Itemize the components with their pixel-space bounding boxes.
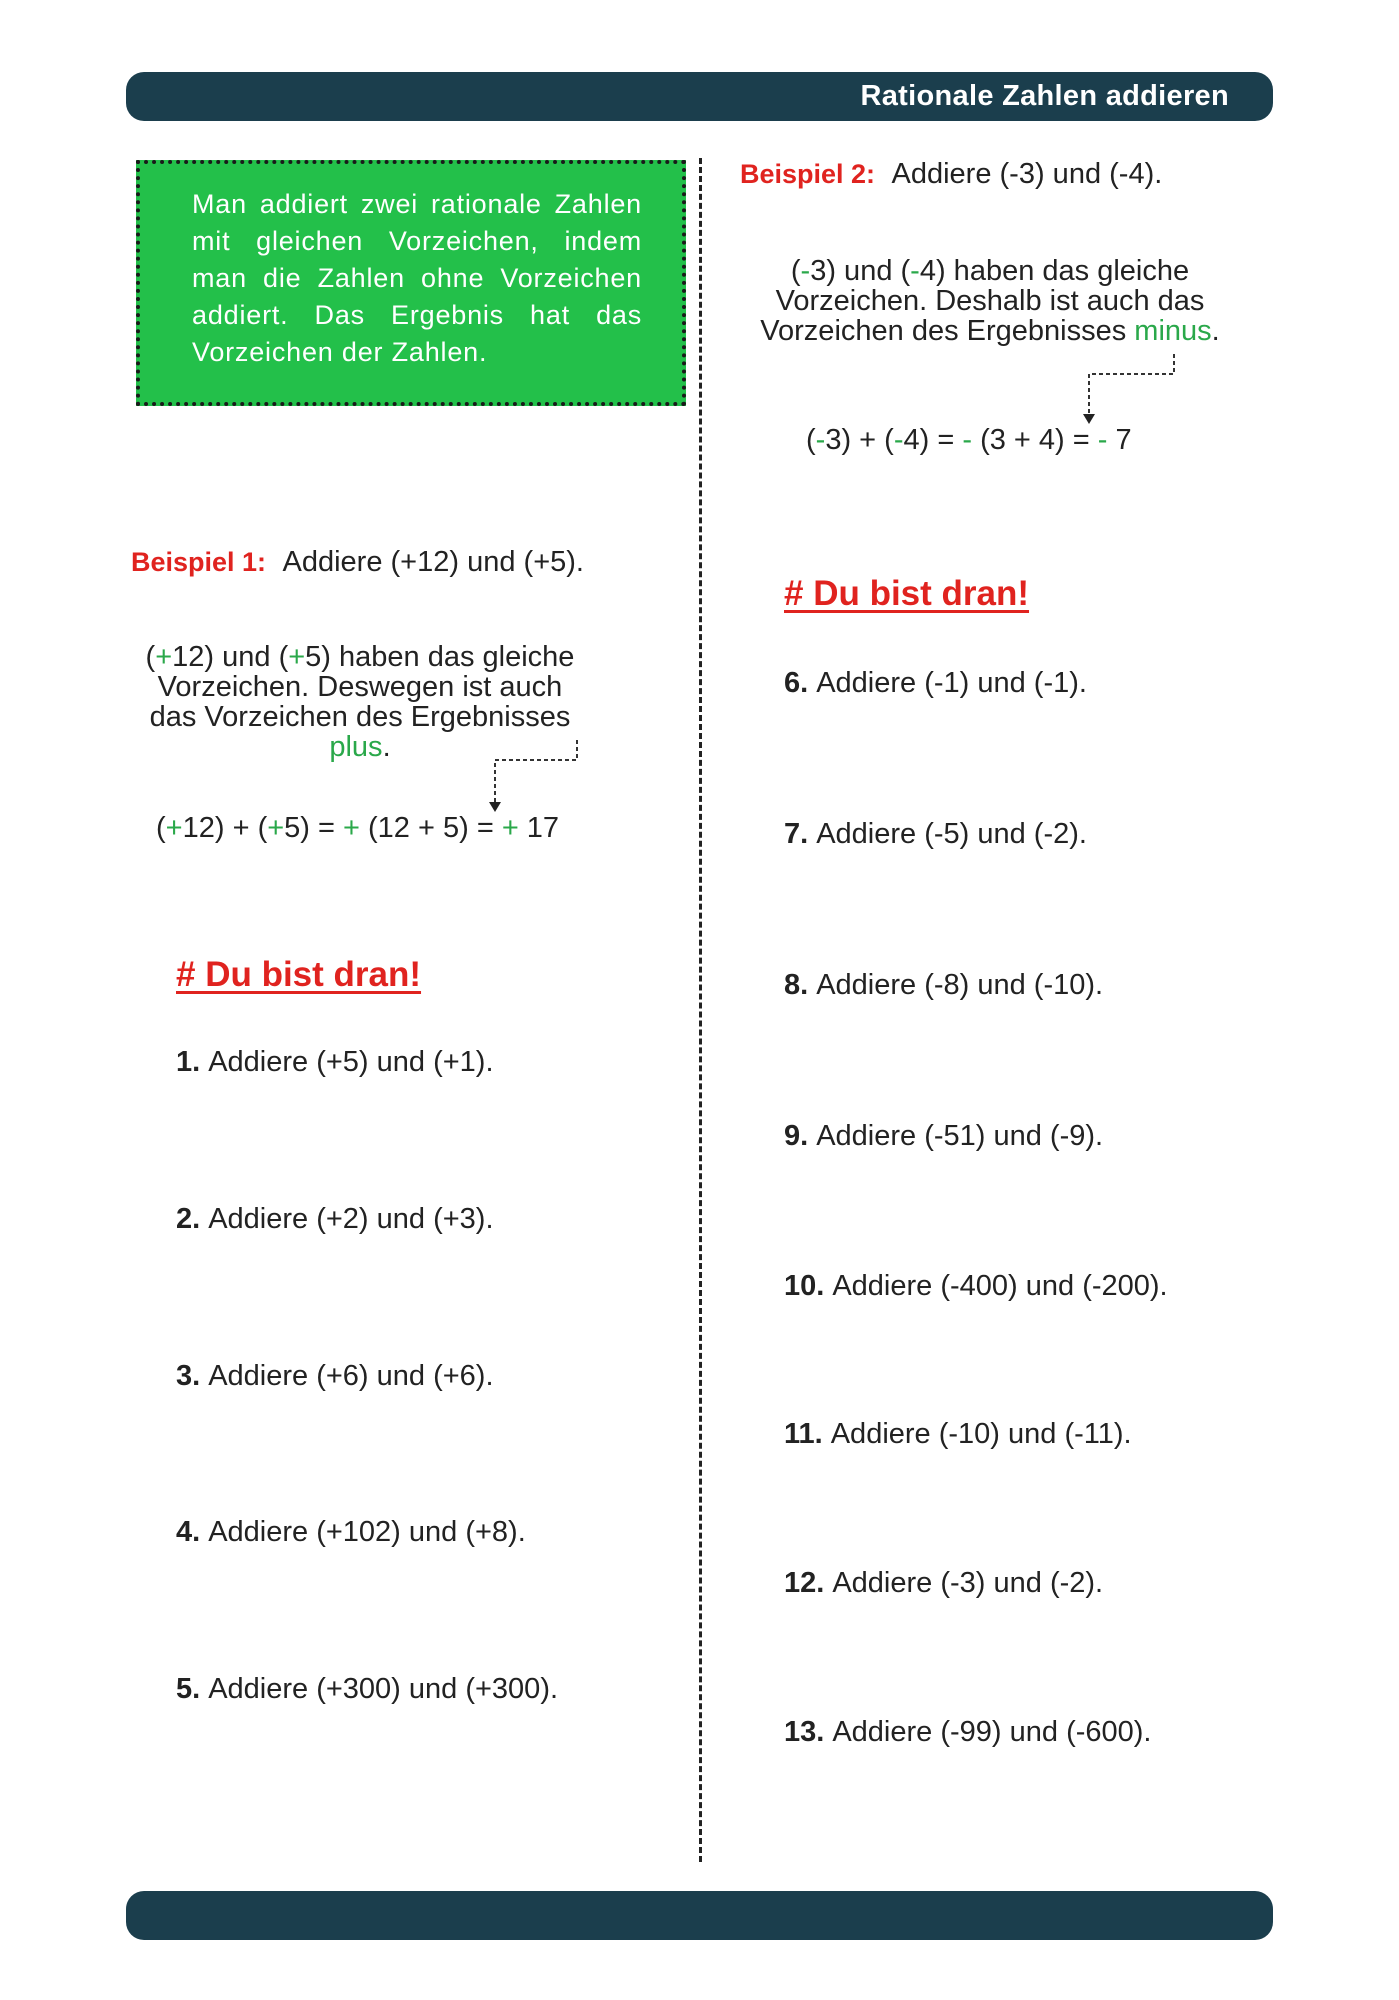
task-6: 6. Addiere (-1) und (-1). <box>784 667 1087 699</box>
example2-explanation-line3: Vorzeichen des Ergebnisses minus. <box>760 315 1220 347</box>
example1-heading <box>131 546 584 579</box>
rule-box <box>136 160 686 406</box>
task-1: 1. Addiere (+5) und (+1). <box>176 1046 494 1078</box>
task-2: 2. Addiere (+2) und (+3). <box>176 1203 494 1235</box>
example2-explanation-line2: Vorzeichen. Deshalb ist auch das <box>775 285 1205 317</box>
example1-arrow <box>488 738 588 818</box>
page-title: Rationale Zahlen addieren <box>860 80 1229 112</box>
example2-heading <box>740 158 1162 191</box>
task-5: 5. Addiere (+300) und (+300). <box>176 1673 559 1705</box>
rule-text: Man addiert zwei rationale Zahlen mit gleichen Vorzeichen, indem man die Zahlen ohne Vorzeichen addiert. Das Ergebnis hat das Vorzeichen der Zahlen. <box>192 189 642 367</box>
task-3: 3. Addiere (+6) und (+6). <box>176 1360 494 1392</box>
exercise-heading-left: # Du bist dran! <box>176 955 422 994</box>
example2-label: Beispiel 2: <box>740 159 876 189</box>
task-12: 12. Addiere (-3) und (-2). <box>784 1567 1104 1599</box>
task-4: 4. Addiere (+102) und (+8). <box>176 1516 526 1548</box>
example2-formula: (-3) + (-4) = - (3 + 4) = - 7 <box>806 424 1132 456</box>
example2-explanation-line1: (-3) und (-4) haben das gleiche <box>790 255 1190 287</box>
example1-label: Beispiel 1: <box>131 547 267 577</box>
task-10: 10. Addiere (-400) und (-200). <box>784 1270 1168 1302</box>
task-13: 13. Addiere (-99) und (-600). <box>784 1716 1152 1748</box>
header-bar <box>126 72 1273 121</box>
task-7: 7. Addiere (-5) und (-2). <box>784 818 1087 850</box>
task-11: 11. Addiere (-10) und (-11). <box>784 1418 1132 1450</box>
example2-arrow <box>1082 352 1182 432</box>
example2-task: Addiere (-3) und (-4). <box>891 158 1163 190</box>
example2-explanation <box>745 256 1235 346</box>
footer-bar <box>126 1891 1273 1940</box>
example1-task: Addiere (+12) und (+5). <box>282 546 584 578</box>
example1-explanation-line1: (+12) und (+5) haben das gleiche <box>145 641 575 673</box>
example1-formula: (+12) + (+5) = + (12 + 5) = + 17 <box>156 812 560 844</box>
task-8: 8. Addiere (-8) und (-10). <box>784 969 1104 1001</box>
task-9: 9. Addiere (-51) und (-9). <box>784 1120 1104 1152</box>
column-divider <box>699 158 702 1862</box>
example1-explanation-line2: Vorzeichen. Deswegen ist auch <box>157 671 563 703</box>
exercise-heading-right: # Du bist dran! <box>784 574 1030 613</box>
example1-explanation-line3: das Vorzeichen des Ergebnisses plus. <box>149 701 571 763</box>
